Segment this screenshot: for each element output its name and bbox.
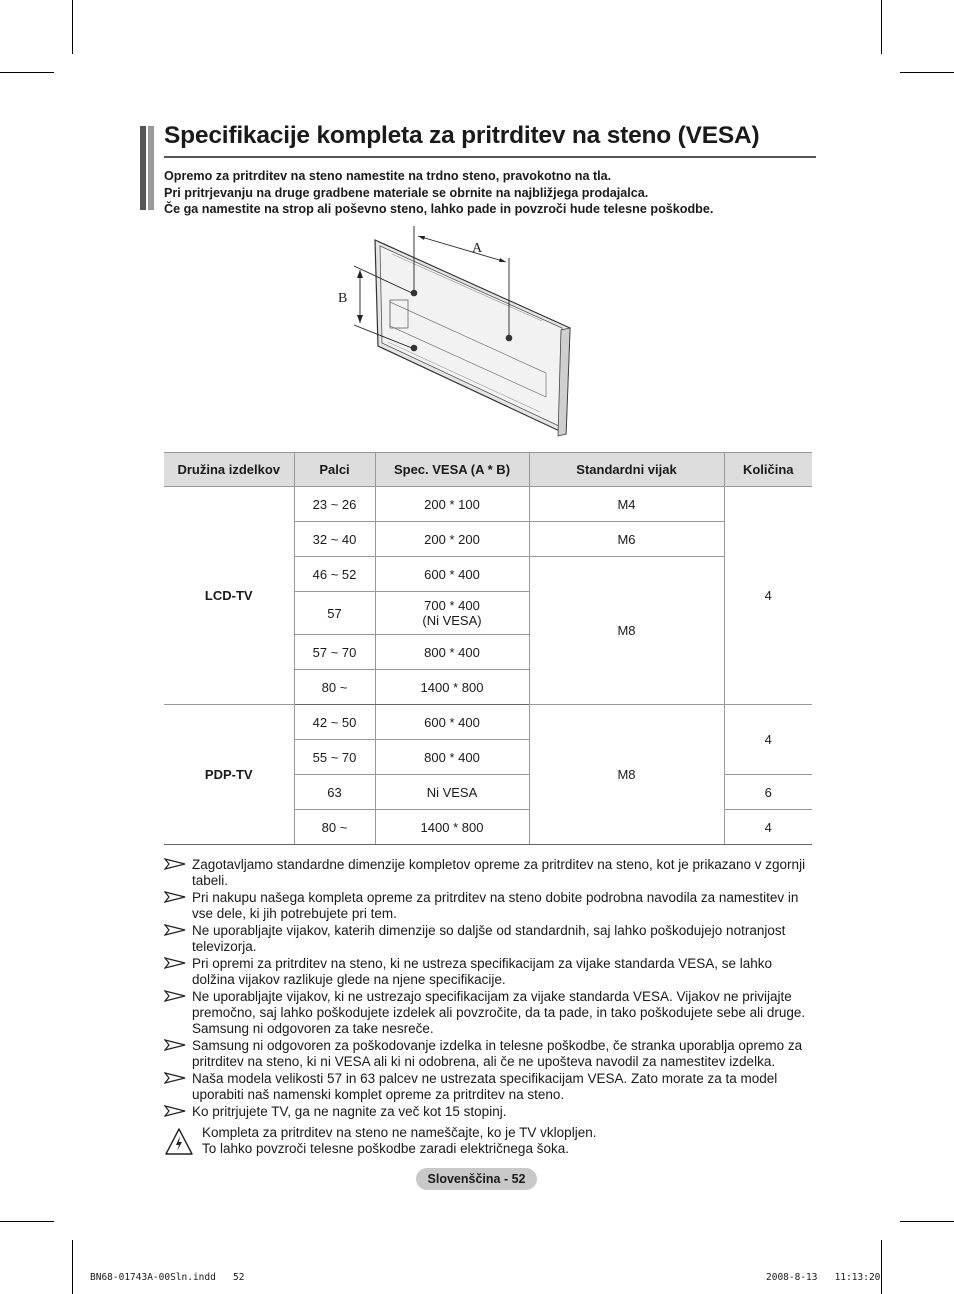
warning-line: Opremo za pritrditev na steno namestite na trdno steno, pravokotno na tla. [164, 169, 612, 183]
table-row [164, 487, 812, 522]
note-item [164, 890, 814, 922]
header-family: Družina izdelkov [164, 453, 294, 487]
crop-mark [900, 72, 954, 73]
vesa-cell: 200 * 200 [375, 522, 529, 557]
arrow-bullet-icon [164, 924, 186, 936]
title-accent-bar [140, 126, 146, 210]
inches-cell: 57 ~ 70 [294, 635, 375, 670]
warning-line: Pri pritrjevanju na druge gradbene materiale se obrnite na najbližjega prodajalca. [164, 185, 649, 200]
vesa-cell [375, 592, 529, 635]
crop-mark [0, 1221, 54, 1222]
header-vesa: Spec. VESA (A * B) [375, 453, 529, 487]
quantity-cell: 6 [724, 775, 812, 810]
note-text: Pri opremi za pritrditev na steno, ki ne ustreza specifikacijam za vijake standarda VESA, se lahko dolžina vijakov razlikuje glede na njene specifikacije. [192, 956, 773, 987]
dimension-b-label: B [338, 291, 348, 306]
warning-block [164, 168, 713, 218]
page-title: Specifikacije kompleta za pritrditev na steno (VESA) [164, 122, 760, 149]
note-item [164, 956, 814, 988]
vesa-cell: 600 * 400 [375, 557, 529, 592]
family-cell: LCD-TV [164, 487, 294, 705]
print-slug-datetime: 2008-8-13 11:13:20 [766, 1272, 881, 1283]
arrow-bullet-icon [164, 1039, 186, 1051]
arrow-bullet-icon [164, 990, 186, 1002]
crop-mark [0, 72, 54, 73]
table-row [164, 705, 812, 740]
note-item [164, 923, 814, 955]
vesa-cell: 600 * 400 [375, 705, 529, 740]
crop-mark [881, 0, 882, 54]
table-header-row [164, 453, 812, 487]
screw-cell: M6 [529, 522, 724, 557]
warning-line: Če ga namestite na strop ali poševno steno, lahko pade in povzroči hude telesne poškodbe. [164, 202, 714, 216]
note-item [164, 989, 814, 1037]
inches-cell: 63 [294, 775, 375, 810]
inches-cell: 80 ~ [294, 810, 375, 845]
arrow-bullet-icon [164, 858, 186, 870]
inches-cell: 57 [294, 592, 375, 635]
screw-cell: M8 [529, 557, 724, 705]
inches-cell: 80 ~ [294, 670, 375, 705]
note-text: Naša modela velikosti 57 in 63 palcev ne ustrezata specifikacijam VESA. Zato morate za ta model uporabiti naš namenski komplet opreme za pritrditev na steno. [192, 1071, 778, 1102]
note-item [164, 1104, 814, 1120]
vesa-value: 700 * 400 [424, 598, 480, 613]
header-inches: Palci [294, 453, 375, 487]
note-text: Samsung ni odgovoren za poškodovanje izdelka in telesne poškodbe, če stranka uporablja opremo za pritrditev na steno, ki ni VESA ali ki ni odobrena, ali če ne upošteva navodil za namestitev izdelka. [192, 1038, 803, 1069]
inches-cell: 42 ~ 50 [294, 705, 375, 740]
screw-cell: M8 [529, 705, 724, 845]
inches-cell: 46 ~ 52 [294, 557, 375, 592]
crop-mark [72, 1240, 73, 1294]
vesa-cell: 800 * 400 [375, 635, 529, 670]
arrow-bullet-icon [164, 1072, 186, 1084]
page-number-badge: Slovenščina - 52 [416, 1168, 537, 1190]
note-text: Ne uporabljajte vijakov, katerih dimenzije so daljše od standardnih, saj lahko poškodujejo notranjost televizorja. [192, 923, 786, 954]
vesa-spec-table [164, 452, 812, 845]
note-item [164, 1038, 814, 1070]
note-text: Ne uporabljajte vijakov, ki ne ustrezajo specifikacijam za vijake standarda VESA. Vijakov ne privijajte premočno, saj lahko poškodujete izdelek ali povzročite, da ta pade, in tako poškodujete sebe ali druge. Samsung ni odgovoren za take nesreče. [192, 989, 806, 1036]
print-slug-file: BN68-01743A-00Sln.indd 52 [90, 1272, 245, 1283]
title-accent-bar [148, 126, 154, 210]
arrow-bullet-icon [164, 1105, 186, 1117]
family-cell: PDP-TV [164, 705, 294, 845]
quantity-cell: 4 [724, 705, 812, 775]
quantity-cell: 4 [724, 487, 812, 705]
note-text: Ko pritrjujete TV, ga ne nagnite za več kot 15 stopinj. [192, 1104, 507, 1119]
inches-cell: 55 ~ 70 [294, 740, 375, 775]
notes-list [164, 857, 814, 1121]
vesa-cell: 200 * 100 [375, 487, 529, 522]
header-quantity: Količina [724, 453, 812, 487]
electric-warning-icon [164, 1127, 194, 1157]
note-item [164, 1071, 814, 1103]
vesa-cell: 800 * 400 [375, 740, 529, 775]
arrow-bullet-icon [164, 891, 186, 903]
caution-block [164, 1125, 814, 1157]
vesa-note: (Ni VESA) [422, 613, 482, 628]
crop-mark [881, 1240, 882, 1294]
dimension-a-label: A [472, 241, 483, 256]
note-item [164, 857, 814, 889]
caution-line: Kompleta za pritrditev na steno ne nameščajte, ko je TV vklopljen. [202, 1125, 597, 1140]
tv-mount-diagram [330, 222, 590, 452]
caution-line: To lahko povzroči telesne poškodbe zaradi električnega šoka. [202, 1141, 569, 1156]
header-screw: Standardni vijak [529, 453, 724, 487]
screw-cell: M4 [529, 487, 724, 522]
quantity-cell: 4 [724, 810, 812, 845]
inches-cell: 32 ~ 40 [294, 522, 375, 557]
note-text: Zagotavljamo standardne dimenzije kompletov opreme za pritrditev na steno, kot je prikazano v zgornji tabeli. [192, 857, 806, 888]
inches-cell: 23 ~ 26 [294, 487, 375, 522]
caution-text [202, 1125, 814, 1157]
arrow-bullet-icon [164, 957, 186, 969]
crop-mark [900, 1221, 954, 1222]
vesa-cell: Ni VESA [375, 775, 529, 810]
title-underline [164, 156, 816, 158]
vesa-cell: 1400 * 800 [375, 670, 529, 705]
vesa-cell: 1400 * 800 [375, 810, 529, 845]
crop-mark [72, 0, 73, 54]
note-text: Pri nakupu našega kompleta opreme za pritrditev na steno dobite podrobna navodila za namestitev in vse dele, ki jih potrebujete pri tem. [192, 890, 799, 921]
